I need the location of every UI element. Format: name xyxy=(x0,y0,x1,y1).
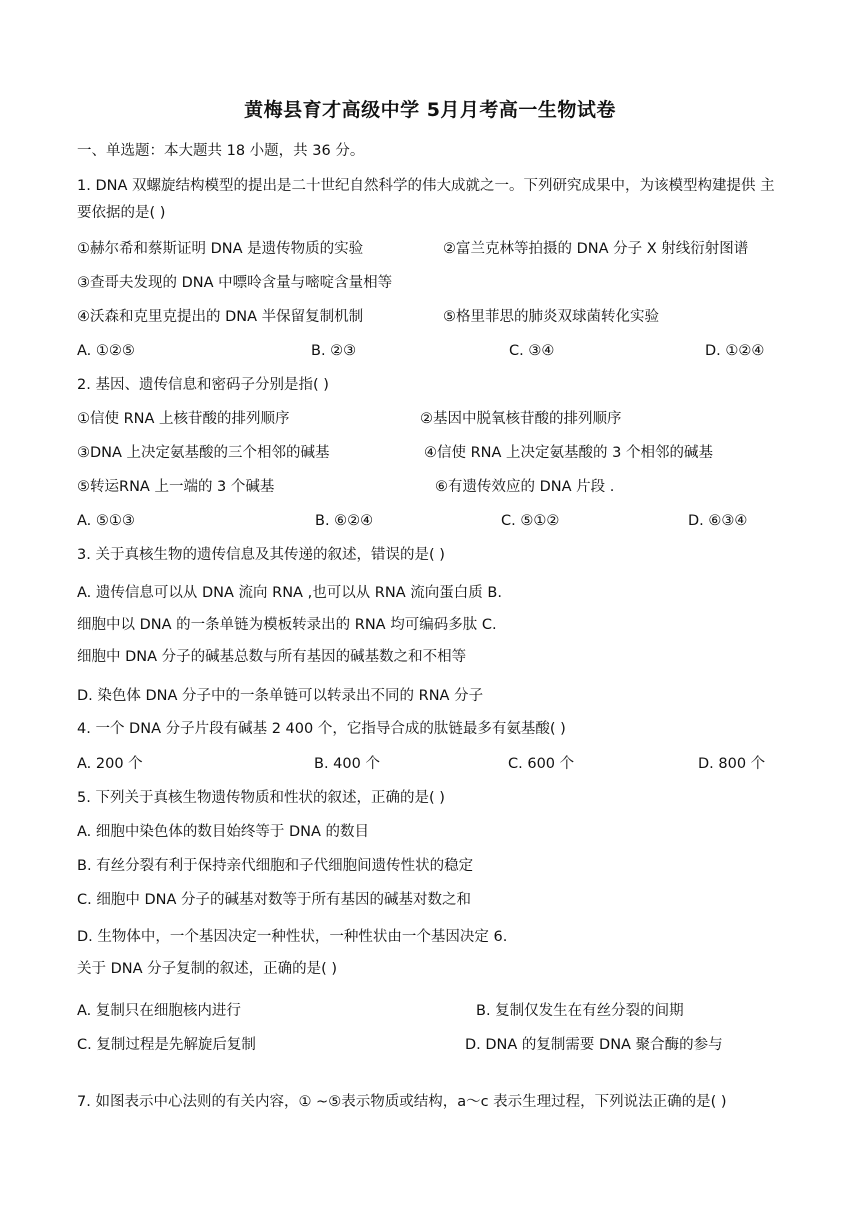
q2-option-b: B. ⑥②④ xyxy=(315,513,374,529)
q1-option-d: D. ①②④ xyxy=(705,343,765,359)
q1-stem-line2: 要依据的是( ) xyxy=(77,205,166,221)
q2-item-3: ③DNA 上决定氨基酸的三个相邻的碱基 xyxy=(77,445,330,461)
q2-option-a: A. ⑤①③ xyxy=(77,513,135,529)
q1-option-a: A. ①②⑤ xyxy=(77,343,135,359)
q2-stem: 2. 基因、遗传信息和密码子分别是指( ) xyxy=(77,377,329,393)
q4-option-c: C. 600 个 xyxy=(508,756,575,772)
q2-item-5: ⑤转运RNA 上一端的 3 个碱基 xyxy=(77,479,275,495)
q5-stem: 5. 下列关于真核生物遗传物质和性状的叙述，正确的是( ) xyxy=(77,790,445,806)
q2-option-c: C. ⑤①② xyxy=(501,513,560,529)
q4-option-a: A. 200 个 xyxy=(77,756,143,772)
q4-option-b: B. 400 个 xyxy=(314,756,380,772)
q2-item-2: ②基因中脱氧核苷酸的排列顺序 xyxy=(420,411,622,427)
q5-option-b: B. 有丝分裂有利于保持亲代细胞和子代细胞间遗传性状的稳定 xyxy=(77,858,474,874)
q2-item-4: ④信使 RNA 上决定氨基酸的 3 个相邻的碱基 xyxy=(424,445,714,461)
q3-line-2: 细胞中以 DNA 的一条单链为模板转录出的 RNA 均可编码多肽 C. xyxy=(77,617,497,633)
q5-option-c: C. 细胞中 DNA 分子的碱基对数等于所有基因的碱基对数之和 xyxy=(77,892,471,908)
q1-item-5: ⑤格里菲思的肺炎双球菌转化实验 xyxy=(443,309,659,325)
q2-option-d: D. ⑥③④ xyxy=(688,513,748,529)
q5-option-d: D. 生物体中，一个基因决定一种性状，一种性状由一个基因决定 6. xyxy=(77,929,508,945)
q3-stem: 3. 关于真核生物的遗传信息及其传递的叙述，错误的是( ) xyxy=(77,547,445,563)
q3-line-1: A. 遗传信息可以从 DNA 流向 RNA ,也可以从 RNA 流向蛋白质 B. xyxy=(77,585,502,601)
q4-option-d: D. 800 个 xyxy=(698,756,766,772)
q2-item-1: ①信使 RNA 上核苷酸的排列顺序 xyxy=(77,411,290,427)
q6-option-d: D. DNA 的复制需要 DNA 聚合酶的参与 xyxy=(465,1037,723,1053)
q1-item-3: ③查哥夫发现的 DNA 中嘌呤含量与嘧啶含量相等 xyxy=(77,275,393,291)
q1-item-1: ①赫尔希和蔡斯证明 DNA 是遗传物质的实验 xyxy=(77,241,364,257)
q1-item-4: ④沃森和克里克提出的 DNA 半保留复制机制 xyxy=(77,309,364,325)
q6-stem: 关于 DNA 分子复制的叙述，正确的是( ) xyxy=(77,961,338,977)
q1-option-b: B. ②③ xyxy=(311,343,357,359)
section-heading: 一、单选题：本大题共 18 小题，共 36 分。 xyxy=(77,143,365,159)
q7-stem: 7. 如图表示中心法则的有关内容，① ~⑤表示物质或结构，a～c 表示生理过程，下列说法正确的是( ) xyxy=(77,1094,727,1110)
q3-line-4: D. 染色体 DNA 分子中的一条单链可以转录出不同的 RNA 分子 xyxy=(77,688,484,704)
q4-stem: 4. 一个 DNA 分子片段有碱基 2 400 个，它指导合成的肽链最多有氨基酸( ) xyxy=(77,721,566,737)
q6-option-b: B. 复制仅发生在有丝分裂的间期 xyxy=(476,1003,684,1019)
q1-option-c: C. ③④ xyxy=(509,343,555,359)
q6-option-a: A. 复制只在细胞核内进行 xyxy=(77,1003,241,1019)
q2-item-6: ⑥有遗传效应的 DNA 片段 . xyxy=(435,479,615,495)
q1-stem-line1: 1. DNA 双螺旋结构模型的提出是二十世纪自然科学的伟大成就之一。下列研究成果中，为该模型构建提供 主 xyxy=(77,178,775,194)
q6-option-c: C. 复制过程是先解旋后复制 xyxy=(77,1037,256,1053)
q5-option-a: A. 细胞中染色体的数目始终等于 DNA 的数目 xyxy=(77,824,370,840)
q1-item-2: ②富兰克林等拍摄的 DNA 分子 X 射线衍射图谱 xyxy=(443,241,749,257)
q3-line-3: 细胞中 DNA 分子的碱基总数与所有基因的碱基数之和不相等 xyxy=(77,649,467,665)
exam-title: 黄梅县育才高级中学 5月月考高一生物试卷 xyxy=(244,99,616,121)
